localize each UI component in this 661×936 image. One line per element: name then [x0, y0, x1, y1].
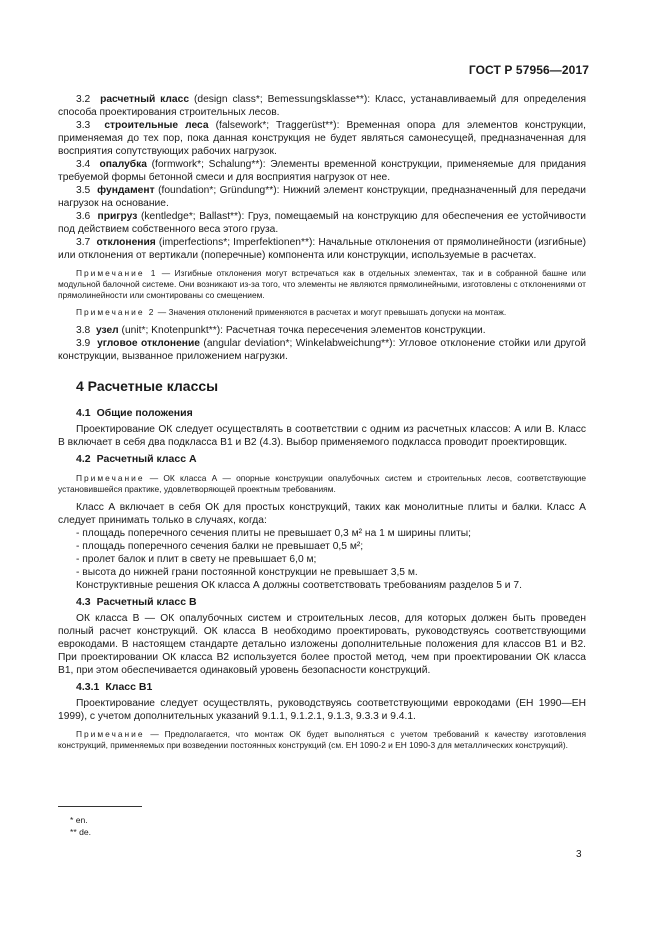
heading-4-3: 4.3 Расчетный класс В	[76, 596, 197, 608]
definition-number: 3.4	[76, 159, 91, 170]
definition-text: (foundation*; Gründung**): Нижний элемент конструкции, предназначенный для передачи нагрузок на основание.	[58, 185, 586, 209]
definition-3-7	[58, 236, 586, 262]
definition-number: 3.3	[76, 120, 91, 131]
document-code-header: ГОСТ Р 57956—2017	[468, 63, 589, 77]
heading-4-2: 4.2 Расчетный класс А	[76, 453, 197, 465]
definition-text: (imperfections*; Imperfektionen**): Начальные отклонения от прямолинейности (изгибные) или отклонения от вертикали (поперечные) компонента или конструкции, используемые в расчетах.	[58, 237, 586, 261]
list-item: - высота до нижней грани постоянной конструкции не превышает 3,5 м.	[76, 567, 418, 578]
definition-number: 3.9	[76, 338, 91, 349]
page-number: 3	[576, 849, 582, 860]
definition-term: пригруз	[97, 211, 138, 222]
list-item: - площадь поперечного сечения балки не превышает 0,5 м²;	[76, 541, 364, 552]
definition-term: расчетный класс	[100, 94, 190, 105]
definitions-list-2	[58, 324, 586, 363]
definition-text: (design class*; Bemessungsklasse**): Класс, устанавливаемый для определения способа проектирования строительных лесов.	[58, 94, 586, 118]
paragraph-4-2-b: Конструктивные решения ОК класса А должны соответствовать требованиям разделов 5 и 7.	[76, 580, 522, 591]
heading-4-3-1: 4.3.1 Класс В1	[76, 681, 153, 693]
paragraph-4-3-1: Проектирование следует осуществлять, руководствуясь соответствующими еврокодами (ЕН 1990—ЕН 1999), с учетом дополнительных указаний 9.1.1, 9.1.2.1, 9.1.3, 9.3.3 и 9.4.1.	[58, 698, 586, 722]
definition-term: опалубка	[99, 159, 147, 170]
definition-term: отклонения	[96, 237, 156, 248]
definition-text: (angular deviation*; Winkelabweichung**): Угловое отклонение стойки или другой конструкции, вызванное приложением нагрузки.	[58, 338, 587, 362]
definition-3-4	[58, 158, 586, 184]
page-content	[58, 93, 586, 751]
note-4-3-1: Примечание — Предполагается, что монтаж ОК будет выполняться с учетом требований к качеству изготовления конструкций, применяемых при возведении постоянных конструкций (см. ЕН 1090-2 и ЕН 1090-3 для металлических конструкций).	[58, 729, 586, 750]
definition-text: (kentledge*; Ballast**): Груз, помещаемый на конструкцию для обеспечения ее устойчивости под действием собственного веса этого груза.	[58, 211, 586, 235]
definition-term: строительные леса	[104, 120, 209, 131]
note-4-2: Примечание — ОК класса А — опорные конструкции опалубочных систем и строительных лесов, соответствующие установившейся практике, удовлетворяющей проектным требованиям.	[58, 473, 586, 494]
definition-text: (falsework*; Traggerüst**): Временная опора для элементов конструкции, применяемая до тех пор, пока данная конструкция не будет являться самонесущей, предназначенная для восприятия сопутствующих рабочих нагрузок.	[58, 120, 586, 157]
conditions-list	[58, 527, 586, 579]
definition-text: (formwork*; Schalung**): Элементы временной конструкции, применяемые для придания требуемой формы бетонной смеси и для восприятия нагрузок от нее.	[58, 159, 586, 183]
paragraph-4-2: Класс А включает в себя ОК для простых конструкций, таких как монолитные плиты и балки. Класс А следует принимать только в случаях, когда:	[58, 502, 586, 526]
footnote-2: ** de.	[70, 827, 92, 837]
definition-number: 3.8	[76, 325, 91, 336]
list-item: - площадь поперечного сечения плиты не превышает 0,3 м² на 1 м ширины плиты;	[76, 528, 471, 539]
footnote-divider	[58, 806, 142, 807]
definition-3-3	[58, 119, 586, 158]
definition-number: 3.2	[76, 94, 91, 105]
paragraph-4-1: Проектирование ОК следует осуществлять в соответствии с одним из расчетных классов: А или В. Класс В включает в себя два подкласса В1 и В2 (4.3). Выбор применяемого подкласса проводит проектировщик.	[58, 424, 586, 448]
definition-3-9	[58, 337, 586, 363]
definition-text: (unit*; Knotenpunkt**): Расчетная точка пересечения элементов конструкции.	[118, 325, 486, 336]
definition-term: угловое отклонение	[97, 338, 200, 349]
note-1: Примечание 1 — Изгибные отклонения могут встречаться как в отдельных элементах, так и в собранной башне или модульной балочной системе. Они возникают из-за того, что элементы не являются прямолинейными, изготовлены с отклонениями от прямолинейности или смонтированы со смещением.	[58, 268, 586, 300]
definition-3-8	[58, 324, 586, 337]
definition-term: фундамент	[97, 185, 155, 196]
definition-number: 3.7	[76, 237, 91, 248]
note-2: Примечание 2 — Значения отклонений применяются в расчетах и могут превышать допуски на монтаж.	[76, 307, 507, 317]
definitions-list	[58, 93, 586, 262]
definition-3-2	[58, 93, 586, 119]
definition-number: 3.5	[76, 185, 91, 196]
list-item: - пролет балок и плит в свету не превышает 6,0 м;	[76, 554, 317, 565]
definition-3-6	[58, 210, 586, 236]
definition-number: 3.6	[76, 211, 91, 222]
heading-4-1: 4.1 Общие положения	[76, 407, 193, 419]
definition-3-5	[58, 184, 586, 210]
section-4-title: 4 Расчетные классы	[76, 378, 219, 394]
paragraph-4-3: ОК класса В — ОК опалубочных систем и строительных лесов, для которых должен быть проведен полный расчет конструкций. ОК класса В необходимо проектировать, руководствуясь соответствующими еврокодами. В настоящем стандарте детально изложены дополнительные положения для классов В1 и В2. При проектировании ОК класса В2 используется более простой метод, чем при проектировании ОК класса В1, при этом обеспечивается одинаковый уровень безопасности конструкций.	[58, 613, 586, 676]
definition-term: узел	[95, 325, 119, 336]
footnotes	[58, 814, 91, 838]
footnote-1: * en.	[70, 815, 88, 825]
